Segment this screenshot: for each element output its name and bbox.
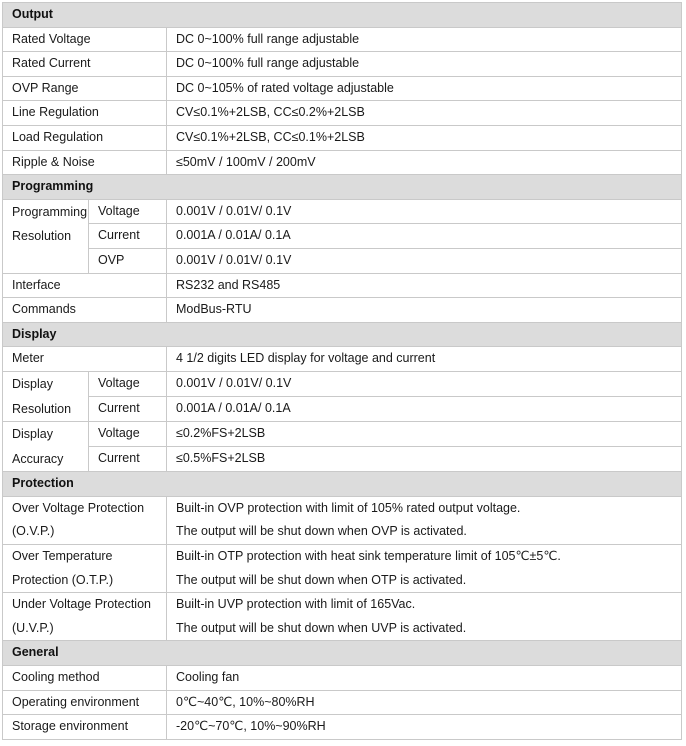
spec-label: Storage environment	[3, 715, 167, 740]
spec-value: 0.001V / 0.01V/ 0.1V	[167, 371, 682, 396]
table-row	[3, 101, 682, 126]
section-title: Protection	[3, 472, 682, 497]
section-output	[3, 3, 682, 28]
spec-label: Protection (O.T.P.)	[3, 569, 167, 593]
table-row	[3, 496, 682, 520]
spec-value: Built-in UVP protection with limit of 165Vac.	[167, 593, 682, 617]
spec-label: Over Voltage Protection	[3, 496, 167, 520]
table-row	[3, 569, 682, 593]
spec-group-label	[3, 199, 89, 273]
spec-value: 0.001A / 0.01A/ 0.1A	[167, 224, 682, 249]
spec-value: ≤50mV / 100mV / 200mV	[167, 150, 682, 175]
section-title: General	[3, 641, 682, 666]
spec-value: Built-in OVP protection with limit of 105% rated output voltage.	[167, 496, 682, 520]
table-row	[3, 224, 682, 249]
spec-sublabel: Voltage	[89, 371, 167, 396]
spec-label: Commands	[3, 298, 167, 323]
table-row	[3, 447, 682, 472]
spec-label: Ripple & Noise	[3, 150, 167, 175]
spec-sublabel: Current	[89, 447, 167, 472]
spec-value: RS232 and RS485	[167, 273, 682, 298]
spec-value: CV≤0.1%+2LSB, CC≤0.1%+2LSB	[167, 125, 682, 150]
spec-value: 0.001A / 0.01A/ 0.1A	[167, 397, 682, 422]
section-protection	[3, 472, 682, 497]
table-row	[3, 125, 682, 150]
spec-label: Cooling method	[3, 666, 167, 691]
spec-sublabel: Current	[89, 397, 167, 422]
spec-label: Rated Voltage	[3, 27, 167, 52]
spec-group-label-line: Resolution	[12, 401, 72, 416]
table-row	[3, 715, 682, 740]
spec-label: Meter	[3, 347, 167, 372]
spec-value: -20℃~70℃, 10%~90%RH	[167, 715, 682, 740]
spec-sublabel: Voltage	[89, 422, 167, 447]
spec-value: CV≤0.1%+2LSB, CC≤0.2%+2LSB	[167, 101, 682, 126]
spec-value: The output will be shut down when OTP is activated.	[167, 569, 682, 593]
spec-value: ≤0.2%FS+2LSB	[167, 422, 682, 447]
spec-group-label	[3, 422, 89, 472]
table-row	[3, 666, 682, 691]
table-row	[3, 27, 682, 52]
table-row	[3, 617, 682, 641]
table-row	[3, 520, 682, 544]
spec-sublabel: OVP	[89, 248, 167, 273]
spec-value: DC 0~100% full range adjustable	[167, 52, 682, 77]
spec-value: ≤0.5%FS+2LSB	[167, 447, 682, 472]
spec-label: Rated Current	[3, 52, 167, 77]
spec-label: (U.V.P.)	[3, 617, 167, 641]
table-row	[3, 52, 682, 77]
table-row	[3, 347, 682, 372]
table-row	[3, 690, 682, 715]
table-row	[3, 150, 682, 175]
spec-value: 4 1/2 digits LED display for voltage and current	[167, 347, 682, 372]
table-row	[3, 199, 682, 224]
table-row	[3, 422, 682, 447]
spec-label: OVP Range	[3, 76, 167, 101]
spec-label: Load Regulation	[3, 125, 167, 150]
table-row	[3, 593, 682, 617]
spec-label: (O.V.P.)	[3, 520, 167, 544]
table-row	[3, 397, 682, 422]
spec-value: DC 0~100% full range adjustable	[167, 27, 682, 52]
spec-value: Cooling fan	[167, 666, 682, 691]
spec-sublabel: Voltage	[89, 199, 167, 224]
spec-value: DC 0~105% of rated voltage adjustable	[167, 76, 682, 101]
spec-group-label-line: Display	[12, 427, 53, 442]
section-general	[3, 641, 682, 666]
table-row	[3, 371, 682, 396]
spec-label: Under Voltage Protection	[3, 593, 167, 617]
section-title: Display	[3, 322, 682, 347]
spec-value: 0.001V / 0.01V/ 0.1V	[167, 248, 682, 273]
section-title: Output	[3, 3, 682, 28]
spec-sublabel: Current	[89, 224, 167, 249]
spec-label: Operating environment	[3, 690, 167, 715]
spec-value: The output will be shut down when UVP is activated.	[167, 617, 682, 641]
spec-value: The output will be shut down when OVP is activated.	[167, 520, 682, 544]
spec-value: 0.001V / 0.01V/ 0.1V	[167, 199, 682, 224]
spec-group-label-line: Resolution	[12, 229, 72, 244]
spec-value: 0℃~40℃, 10%~80%RH	[167, 690, 682, 715]
spec-group-label-line: Accuracy	[12, 451, 64, 466]
spec-label: Over Temperature	[3, 545, 167, 569]
section-programming	[3, 175, 682, 200]
section-title: Programming	[3, 175, 682, 200]
table-row	[3, 248, 682, 273]
spec-value: Built-in OTP protection with heat sink temperature limit of 105℃±5℃.	[167, 545, 682, 569]
section-display	[3, 322, 682, 347]
table-row	[3, 273, 682, 298]
spec-group-label	[3, 371, 89, 421]
spec-value: ModBus-RTU	[167, 298, 682, 323]
spec-table	[2, 2, 682, 740]
table-row	[3, 298, 682, 323]
table-row	[3, 545, 682, 569]
table-row	[3, 76, 682, 101]
spec-label: Interface	[3, 273, 167, 298]
spec-label: Line Regulation	[3, 101, 167, 126]
spec-group-label-line: Display	[12, 376, 53, 391]
spec-group-label-line: Programming	[12, 204, 88, 219]
